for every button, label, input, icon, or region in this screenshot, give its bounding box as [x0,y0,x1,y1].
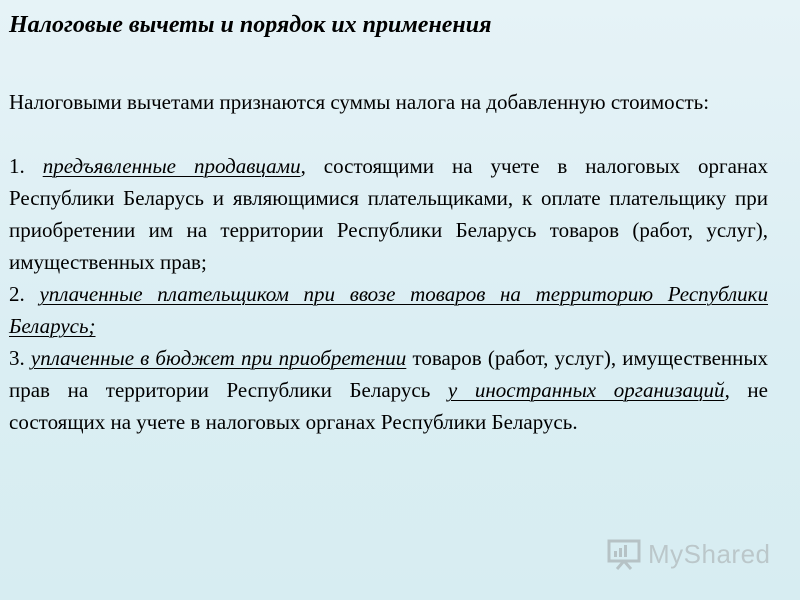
deductions-list [9,150,768,438]
item-text: , состоящими на учете в налоговых органах Республики Беларусь и являющимися плательщиками, к оплате плательщику при приобретении им на территории Республики Беларусь товаров (работ, услуг), имущественных прав; [9,154,768,274]
item-underlined-text: у иностранных организаций [447,378,725,402]
myshared-watermark [606,537,771,571]
slide-title: Налоговые вычеты и порядок их применения [9,12,492,38]
item-number: 1. [9,154,25,178]
presentation-board-icon [606,538,642,570]
watermark-text: MyShared [648,538,771,569]
item-underlined-text: уплаченные в бюджет при приобретении [30,346,407,370]
intro-text: Налоговыми вычетами признаются суммы налога на добавленную стоимость: [9,90,710,114]
list-item [9,342,768,438]
list-item [9,278,768,342]
item-underlined-text: предъявленные продавцами [42,154,301,178]
item-number: 3. [9,346,25,370]
item-text: , не состоящих на учете в налоговых органах Республики Беларусь. [9,378,768,434]
item-number: 2. [9,282,25,306]
item-text: товаров (работ, услуг), имущественных прав на территории Республики Беларусь [9,346,769,402]
item-underlined-text: уплаченные плательщиком при ввозе товаров на территорию Республики Беларусь; [9,282,769,338]
list-item [9,150,768,278]
